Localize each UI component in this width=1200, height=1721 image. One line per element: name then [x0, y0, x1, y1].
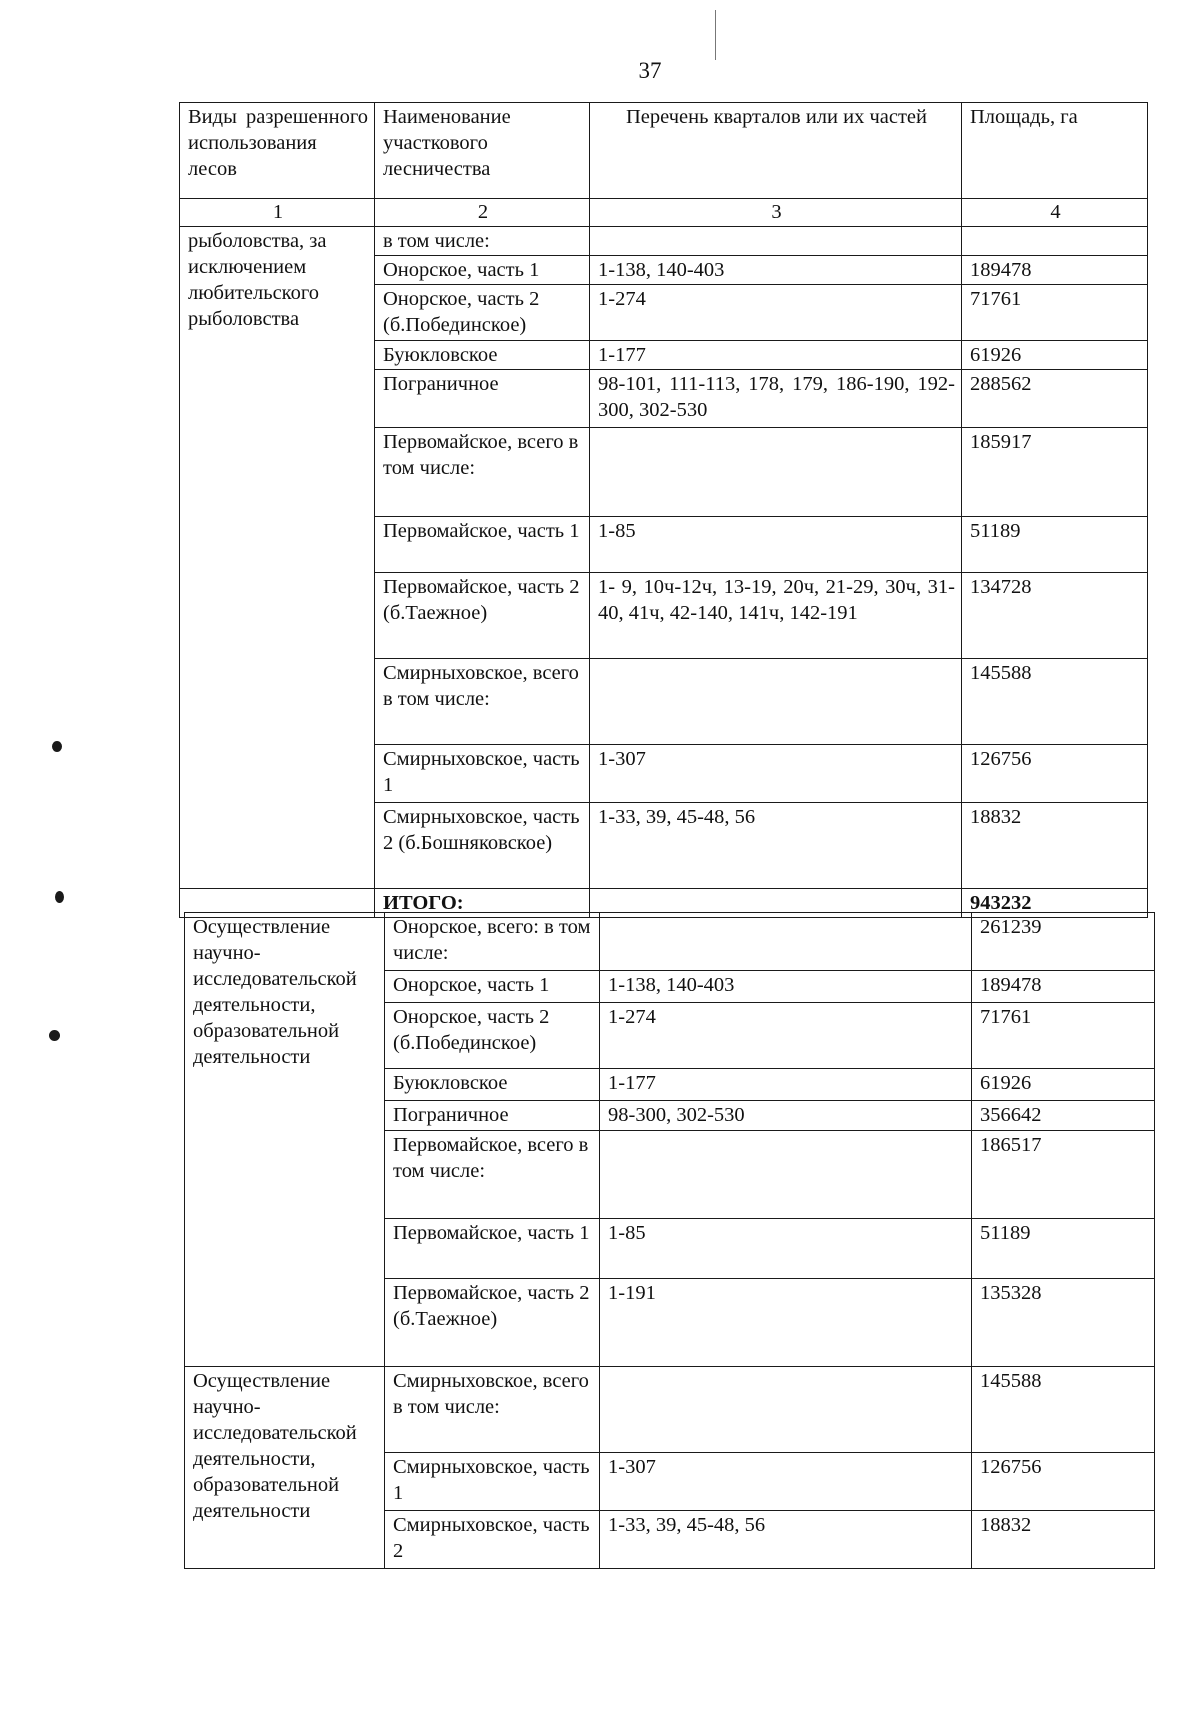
forestry-name: Смирныховское, всего в том числе:: [375, 659, 590, 745]
area: 18832: [972, 1511, 1155, 1569]
area: 288562: [962, 370, 1148, 428]
area: 51189: [962, 517, 1148, 573]
use-type-cell: Осуществление научно-исследовательской деятельности, образовательной деятельности: [185, 1367, 385, 1569]
quarters: 1-307: [600, 1453, 972, 1511]
quarters: 1-274: [590, 285, 962, 341]
quarters: 1-85: [590, 517, 962, 573]
header-row: [180, 103, 1148, 199]
table-row: [180, 227, 1148, 256]
forestry-name: Онорское, часть 1: [375, 256, 590, 285]
quarters: 1-177: [590, 341, 962, 370]
total-label: ИТОГО:: [375, 889, 590, 918]
area: 356642: [972, 1101, 1155, 1131]
scan-artifact-dot: [52, 741, 62, 752]
area: 135328: [972, 1279, 1155, 1367]
column-number-row: [180, 199, 1148, 227]
area: 185917: [962, 428, 1148, 517]
forestry-name: Первомайское, часть 1: [375, 517, 590, 573]
quarters: 98-101, 111-113, 178, 179, 186-190, 192-300, 302-530: [590, 370, 962, 428]
forest-use-table-bottom: [184, 912, 1155, 1569]
use-type-cell: рыболовства, за исключением любительского рыболовства: [180, 227, 375, 889]
quarters: 1-274: [600, 1003, 972, 1069]
header-forestry-name: Наименование участкового лесничества: [375, 103, 590, 199]
forestry-name: Смирныховское, часть 1: [375, 745, 590, 803]
quarters: 1- 9, 10ч-12ч, 13-19, 20ч, 21-29, 30ч, 31-40, 41ч, 42-140, 141ч, 142-191: [590, 573, 962, 659]
quarters: [600, 913, 972, 971]
area: 126756: [972, 1453, 1155, 1511]
quarters: 1-138, 140-403: [600, 971, 972, 1003]
forest-use-table-top: [179, 102, 1148, 918]
forestry-name: Буюкловское: [385, 1069, 600, 1101]
column-number: 1: [180, 199, 375, 227]
column-number: 3: [590, 199, 962, 227]
area: 186517: [972, 1131, 1155, 1219]
forestry-name: Первомайское, всего в том числе:: [375, 428, 590, 517]
forestry-name: Смирныховское, часть 1: [385, 1453, 600, 1511]
quarters: [590, 659, 962, 745]
scan-artifact-dot: [49, 1030, 60, 1041]
forestry-name: Смирныховское, часть 2: [385, 1511, 600, 1569]
column-number: 4: [962, 199, 1148, 227]
use-type-cell: Осуществление научно-исследовательской деятельности, образовательной деятельности: [185, 913, 385, 1367]
area: 189478: [972, 971, 1155, 1003]
forestry-name: Буюкловское: [375, 341, 590, 370]
area: 61926: [972, 1069, 1155, 1101]
area: 189478: [962, 256, 1148, 285]
forestry-name: Смирныховское, всего в том числе:: [385, 1367, 600, 1453]
forestry-name: в том числе:: [375, 227, 590, 256]
forestry-name: Онорское, часть 1: [385, 971, 600, 1003]
scan-artifact-dot: [55, 891, 64, 903]
forestry-name: Первомайское, часть 2 (б.Таежное): [375, 573, 590, 659]
total-area: 943232: [962, 889, 1148, 918]
header-use-type: Виды разрешенного использования лесов: [180, 103, 375, 199]
quarters: [590, 227, 962, 256]
quarters: [590, 428, 962, 517]
quarters: 98-300, 302-530: [600, 1101, 972, 1131]
header-area: Площадь, га: [962, 103, 1148, 199]
forestry-name: Пограничное: [385, 1101, 600, 1131]
area: 61926: [962, 341, 1148, 370]
quarters: [600, 1131, 972, 1219]
quarters: 1-191: [600, 1279, 972, 1367]
page-number: 37: [638, 58, 662, 83]
area: 51189: [972, 1219, 1155, 1279]
quarters: 1-33, 39, 45-48, 56: [600, 1511, 972, 1569]
area: 145588: [962, 659, 1148, 745]
table-row: [185, 913, 1155, 971]
forestry-name: Онорское, всего: в том числе:: [385, 913, 600, 971]
area: [962, 227, 1148, 256]
quarters: 1-177: [600, 1069, 972, 1101]
forestry-name: Первомайское, часть 2 (б.Таежное): [385, 1279, 600, 1367]
area: 71761: [972, 1003, 1155, 1069]
forestry-name: Онорское, часть 2 (б.Побединское): [385, 1003, 600, 1069]
forestry-name: Первомайское, часть 1: [385, 1219, 600, 1279]
scan-artifact-line: [715, 10, 716, 60]
area: 145588: [972, 1367, 1155, 1453]
area: 126756: [962, 745, 1148, 803]
forestry-name: Первомайское, всего в том числе:: [385, 1131, 600, 1219]
table-row: [185, 1367, 1155, 1453]
area: 261239: [972, 913, 1155, 971]
quarters: 1-138, 140-403: [590, 256, 962, 285]
quarters: 1-33, 39, 45-48, 56: [590, 803, 962, 889]
quarters: 1-307: [590, 745, 962, 803]
forestry-name: Онорское, часть 2 (б.Побединское): [375, 285, 590, 341]
forestry-name: Смирныховское, часть 2 (б.Бошняковское): [375, 803, 590, 889]
area: 71761: [962, 285, 1148, 341]
quarters: 1-85: [600, 1219, 972, 1279]
header-quarters: Перечень кварталов или их частей: [590, 103, 962, 199]
area: 18832: [962, 803, 1148, 889]
area: 134728: [962, 573, 1148, 659]
quarters: [600, 1367, 972, 1453]
column-number: 2: [375, 199, 590, 227]
forestry-name: Пограничное: [375, 370, 590, 428]
